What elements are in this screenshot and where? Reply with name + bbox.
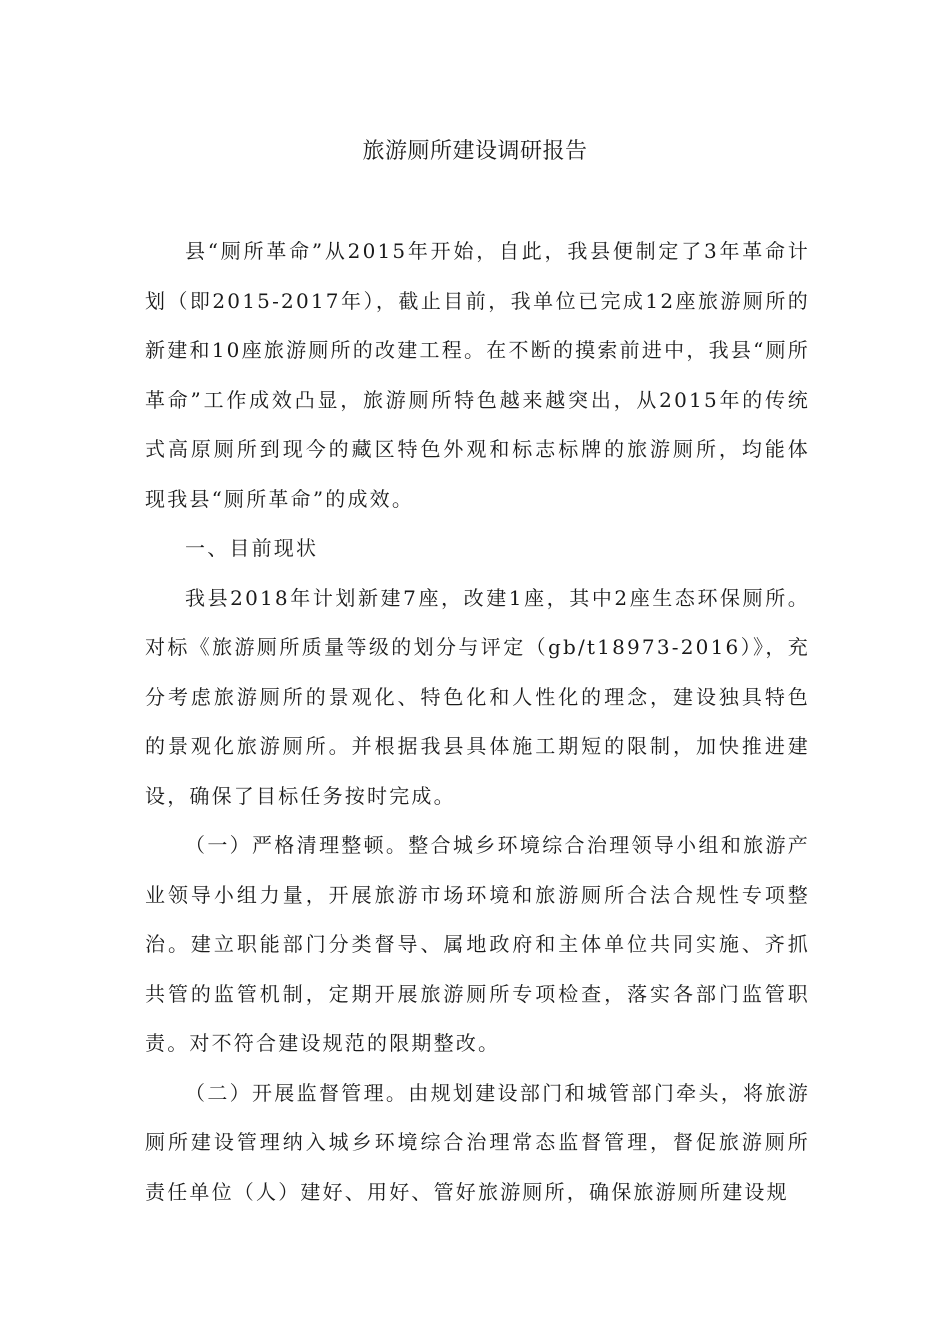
paragraph-cleanup: （一）严格清理整顿。整合城乡环境综合治理领导小组和旅游产业领导小组力量，开展旅游市场环境和旅游厕所合法合规性专项整治。建立职能部门分类督导、属地政府和主体单位共同实施、齐抓共管的监管机制，定期开展旅游厕所专项检查，落实各部门监管职责。对不符合建设规范的限期整改。 bbox=[145, 833, 810, 1055]
paragraph-2018-plan: 我县2018年计划新建7座，改建1座，其中2座生态环保厕所。对标《旅游厕所质量等级的划分与评定（gb/t18973-2016）》，充分考虑旅游厕所的景观化、特色化和人性化的理念，建设独具特色的景观化旅游厕所。并根据我县具体施工期短的限制，加快推进建设，确保了目标任务按时完成。 bbox=[145, 585, 810, 808]
section-heading-current-status: 一、目前现状 bbox=[185, 536, 319, 560]
paragraph-supervision: （二）开展监督管理。由规划建设部门和城管部门牵头，将旅游厕所建设管理纳入城乡环境综合治理常态监督管理，督促旅游厕所责任单位（人）建好、用好、管好旅游厕所，确保旅游厕所建设规 bbox=[145, 1080, 810, 1204]
paragraph-intro: 县“厕所革命”从2015年开始，自此，我县便制定了3年革命计划（即2015-2017年），截止目前，我单位已完成12座旅游厕所的新建和10座旅游厕所的改建工程。在不断的摸索前进中，我县“厕所革命”工作成效凸显，旅游厕所特色越来越突出，从2015年的传统式高原厕所到现今的藏区特色外观和标志标牌的旅游厕所，均能体现我县“厕所革命”的成效。 bbox=[145, 239, 810, 511]
document-title: 旅游厕所建设调研报告 bbox=[362, 139, 588, 164]
document-body bbox=[145, 227, 810, 1217]
